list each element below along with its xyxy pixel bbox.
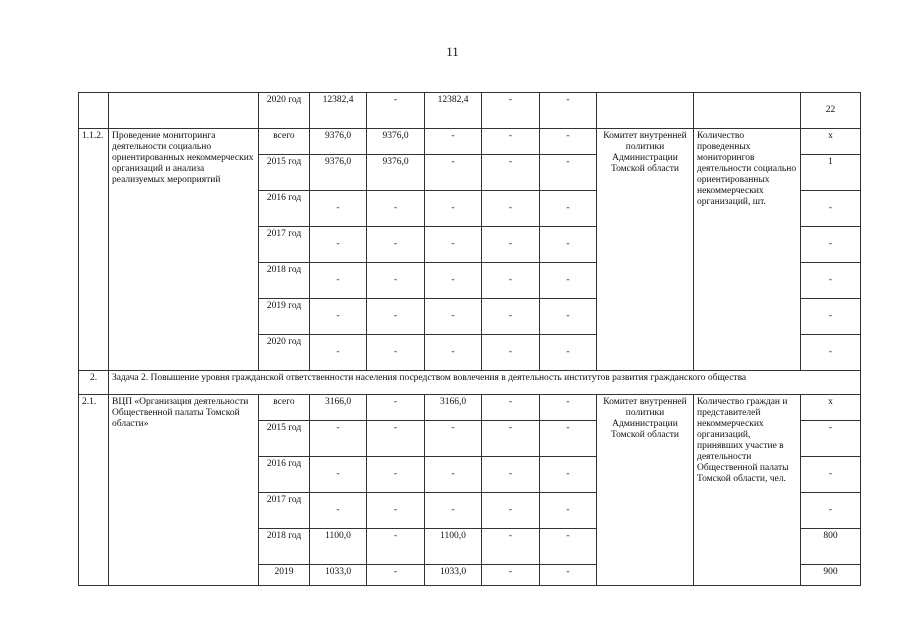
regional-cell: - bbox=[425, 493, 482, 529]
federal-cell: - bbox=[367, 227, 425, 263]
total-cell: - bbox=[310, 263, 367, 299]
total-cell: - bbox=[310, 493, 367, 529]
regional-cell: - bbox=[425, 263, 482, 299]
regional-cell: - bbox=[425, 191, 482, 227]
year-cell: 2019 bbox=[259, 565, 310, 586]
regional-cell: - bbox=[425, 457, 482, 493]
year-cell: 2015 год bbox=[259, 421, 310, 457]
regional-cell: - bbox=[425, 129, 482, 155]
year-cell: 2020 год bbox=[259, 335, 310, 371]
regional-cell: - bbox=[425, 335, 482, 371]
local-cell: - bbox=[482, 263, 540, 299]
local-cell: - bbox=[482, 299, 540, 335]
regional-cell: - bbox=[425, 227, 482, 263]
federal-cell: - bbox=[367, 529, 425, 565]
year-cell: 2016 год bbox=[259, 457, 310, 493]
activity-name: ВЦП «Организация деятельности Общественной палаты Томской области» bbox=[109, 395, 259, 586]
local-cell: - bbox=[482, 421, 540, 457]
local-cell: - bbox=[482, 565, 540, 586]
local-cell: - bbox=[482, 155, 540, 191]
row-number: 1.1.2. bbox=[79, 129, 109, 371]
local-cell: - bbox=[482, 227, 540, 263]
year-cell: 2018 год bbox=[259, 529, 310, 565]
indicator-value: - bbox=[801, 191, 861, 227]
year-cell: 2019 год bbox=[259, 299, 310, 335]
extra-cell: - bbox=[540, 335, 597, 371]
indicator-value: - bbox=[801, 493, 861, 529]
year-cell: 2015 год bbox=[259, 155, 310, 191]
local-cell: - bbox=[482, 493, 540, 529]
indicator-cell: Количество граждан и представителей некоммерческих организаций, принявших участие в деятельности Общественной палаты Томской области, чел. bbox=[694, 395, 801, 586]
federal-cell: - bbox=[367, 565, 425, 586]
total-cell: 1100,0 bbox=[310, 529, 367, 565]
local-cell: - bbox=[482, 457, 540, 493]
program-table bbox=[78, 92, 861, 586]
regional-cell: - bbox=[425, 299, 482, 335]
federal-cell: 9376,0 bbox=[367, 129, 425, 155]
indicator-value: 22 bbox=[801, 93, 861, 129]
extra-cell: - bbox=[540, 529, 597, 565]
total-cell: 9376,0 bbox=[310, 155, 367, 191]
extra-cell: - bbox=[540, 227, 597, 263]
indicator-value: x bbox=[801, 395, 861, 421]
extra-cell: - bbox=[540, 93, 597, 129]
local-cell: - bbox=[482, 191, 540, 227]
federal-cell: - bbox=[367, 395, 425, 421]
year-cell: 2017 год bbox=[259, 227, 310, 263]
federal-cell: - bbox=[367, 335, 425, 371]
total-cell: 9376,0 bbox=[310, 129, 367, 155]
total-cell: - bbox=[310, 335, 367, 371]
federal-cell: - bbox=[367, 263, 425, 299]
indicator-value: - bbox=[801, 457, 861, 493]
total-cell: - bbox=[310, 191, 367, 227]
year-cell: 2020 год bbox=[259, 93, 310, 129]
executor-cell: Комитет внутренней политики Администрации Томской области bbox=[597, 395, 694, 586]
indicator-value: - bbox=[801, 421, 861, 457]
indicator-value: 800 bbox=[801, 529, 861, 565]
task-row bbox=[79, 371, 861, 395]
extra-cell: - bbox=[540, 457, 597, 493]
extra-cell: - bbox=[540, 493, 597, 529]
indicator-cell: Количество проведенных мониторингов деятельности социально ориентированных некоммерческих организаций, шт. bbox=[694, 129, 801, 371]
indicator-value: - bbox=[801, 227, 861, 263]
regional-cell: 1100,0 bbox=[425, 529, 482, 565]
local-cell: - bbox=[482, 129, 540, 155]
activity-name: Проведение мониторинга деятельности социально ориентированных некоммерческих организаций и анализа реализуемых мероприятий bbox=[109, 129, 259, 371]
page-number: 11 bbox=[446, 44, 459, 59]
total-cell: 1033,0 bbox=[310, 565, 367, 586]
table-row bbox=[79, 93, 861, 129]
executor-cell bbox=[597, 93, 694, 129]
regional-cell: - bbox=[425, 155, 482, 191]
total-cell: - bbox=[310, 299, 367, 335]
federal-cell: - bbox=[367, 457, 425, 493]
regional-cell: - bbox=[425, 421, 482, 457]
year-cell: 2018 год bbox=[259, 263, 310, 299]
local-cell: - bbox=[482, 395, 540, 421]
extra-cell: - bbox=[540, 565, 597, 586]
executor-cell: Комитет внутренней политики Администрации Томской области bbox=[597, 129, 694, 371]
indicator-value: - bbox=[801, 335, 861, 371]
total-cell: - bbox=[310, 421, 367, 457]
indicator-value: - bbox=[801, 299, 861, 335]
row-number bbox=[79, 93, 109, 129]
year-cell: 2016 год bbox=[259, 191, 310, 227]
extra-cell: - bbox=[540, 299, 597, 335]
total-cell: - bbox=[310, 457, 367, 493]
extra-cell: - bbox=[540, 395, 597, 421]
regional-cell: 1033,0 bbox=[425, 565, 482, 586]
total-cell: 3166,0 bbox=[310, 395, 367, 421]
total-cell: 12382,4 bbox=[310, 93, 367, 129]
regional-cell: 3166,0 bbox=[425, 395, 482, 421]
local-cell: - bbox=[482, 335, 540, 371]
task-title: Задача 2. Повышение уровня гражданской ответственности населения посредством вовлечения в деятельность институтов развития гражданского общества bbox=[109, 371, 861, 395]
federal-cell: - bbox=[367, 421, 425, 457]
total-cell: - bbox=[310, 227, 367, 263]
regional-cell: 12382,4 bbox=[425, 93, 482, 129]
year-cell: всего bbox=[259, 129, 310, 155]
extra-cell: - bbox=[540, 421, 597, 457]
federal-cell: - bbox=[367, 299, 425, 335]
row-number: 2. bbox=[79, 371, 109, 395]
extra-cell: - bbox=[540, 155, 597, 191]
table-row bbox=[79, 395, 861, 421]
year-cell: всего bbox=[259, 395, 310, 421]
federal-cell: - bbox=[367, 191, 425, 227]
local-cell: - bbox=[482, 529, 540, 565]
extra-cell: - bbox=[540, 129, 597, 155]
indicator-value: 1 bbox=[801, 155, 861, 191]
indicator-value: x bbox=[801, 129, 861, 155]
federal-cell: 9376,0 bbox=[367, 155, 425, 191]
extra-cell: - bbox=[540, 263, 597, 299]
indicator-value: 900 bbox=[801, 565, 861, 586]
row-number: 2.1. bbox=[79, 395, 109, 586]
indicator-value: - bbox=[801, 263, 861, 299]
activity-name bbox=[109, 93, 259, 129]
year-cell: 2017 год bbox=[259, 493, 310, 529]
federal-cell: - bbox=[367, 493, 425, 529]
federal-cell: - bbox=[367, 93, 425, 129]
table-row bbox=[79, 129, 861, 155]
local-cell: - bbox=[482, 93, 540, 129]
extra-cell: - bbox=[540, 191, 597, 227]
indicator-cell bbox=[694, 93, 801, 129]
